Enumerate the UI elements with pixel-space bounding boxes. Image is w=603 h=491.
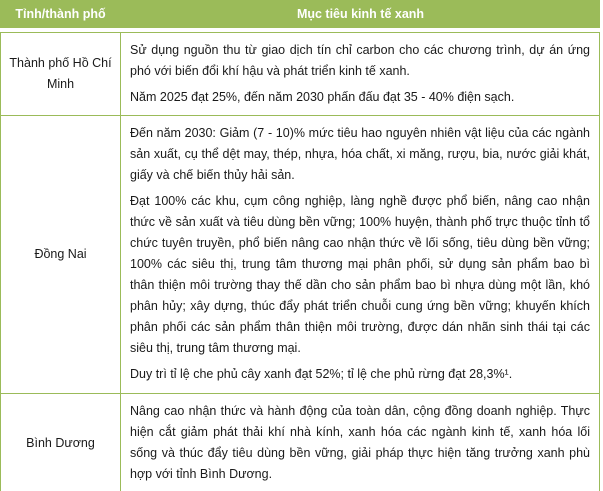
table-row-hcmc [1,33,599,116]
column-header-target: Mục tiêu kinh tế xanh [296,7,425,21]
target-cell [121,33,599,115]
target-paragraph: Năm 2025 đạt 25%, đến năm 2030 phấn đấu đạt 35 - 40% điện sạch. [130,90,515,104]
table-body [0,32,600,491]
province-cell: Bình Dương [1,394,121,491]
target-paragraph: Sử dụng nguồn thu từ giao dịch tín chỉ carbon cho các chương trình, dự án ứng phó với biến đổi khí hậu và phát triển kinh tế xanh. [130,43,590,78]
table-row-dong-nai [1,116,599,394]
table-header-row [0,0,600,28]
target-paragraph: Nâng cao nhận thức và hành động của toàn dân, cộng đồng doanh nghiệp. Thực hiện cắt giảm phát thải khí nhà kính, xanh hóa các ngành kinh tế, xanh hóa lối sống và thúc đẩy tiêu dùng bền vững, giải pháp thực hiện tăng trưởng xanh phù hợp với tỉnh Bình Dương. [130,404,590,481]
province-cell: Thành phố Hồ Chí Minh [1,33,121,115]
target-paragraph: Đến năm 2030: Giảm (7 - 10)% mức tiêu hao nguyên nhiên vật liệu của các ngành sản xuất, cụ thể dệt may, thép, nhựa, hóa chất, xi măng, rượu, bia, nước giải khát, giấy và chế biến thủy hải sản. [130,126,590,182]
target-paragraph: Đạt 100% các khu, cụm công nghiệp, làng nghề được phổ biến, nâng cao nhận thức về sản xuất và tiêu dùng bền vững; 100% huyện, thành phố trực thuộc tỉnh tổ chức tuyên truyền, phổ biến nâng cao nhận thức về lối sống, tiêu dùng bền vững; 100% các siêu thị, trung tâm thương mại phân phối, sử dụng sản phẩm bao bì thân thiện môi trường thay thế dần cho sản phẩm bao bì nhựa dùng một lần, khó phân hủy; xây dựng, thúc đẩy phát triển chuỗi cung ứng bền vững; khuyến khích phân phối các sản phẩm thân thiện môi trường, được dán nhãn sinh thái tại các siêu thị, trung tâm thương mại. [130,194,590,355]
target-cell [121,394,599,491]
column-header-province: Tỉnh/thành phố [15,7,106,21]
table-row-binh-duong [1,394,599,491]
target-paragraph: Duy trì tỉ lệ che phủ cây xanh đạt 52%; tỉ lệ che phủ rừng đạt 28,3%¹. [130,367,513,381]
target-cell [121,116,599,393]
province-cell: Đồng Nai [1,116,121,393]
